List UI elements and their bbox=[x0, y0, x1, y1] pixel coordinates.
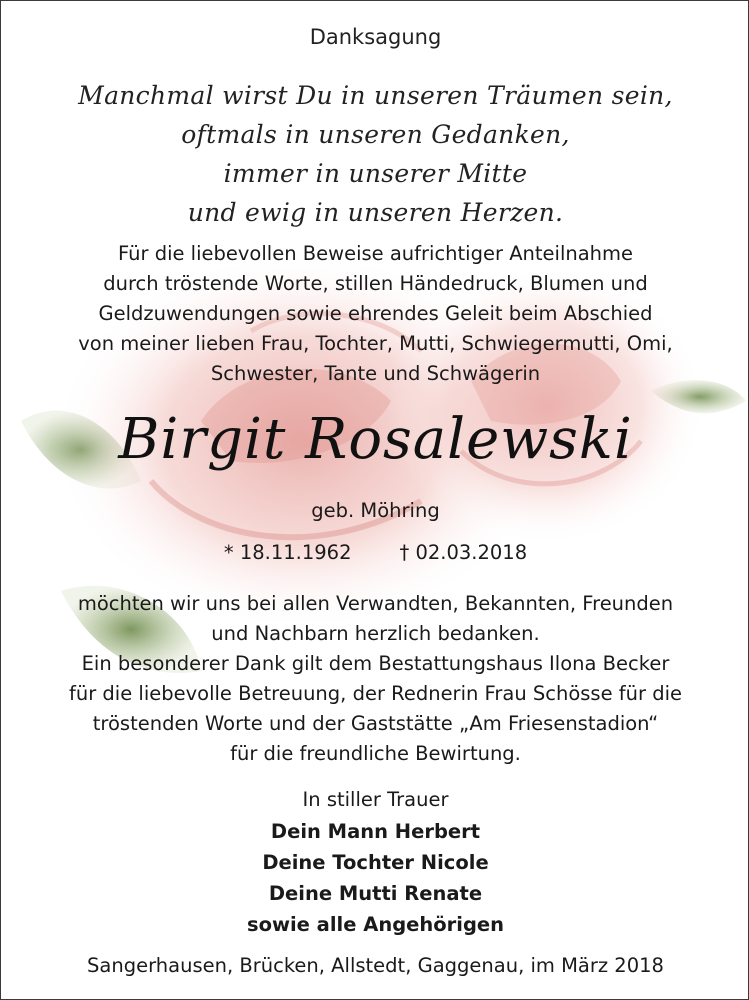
death-date: † 02.03.2018 bbox=[399, 541, 528, 564]
birth-date: * 18.11.1962 bbox=[223, 541, 352, 564]
poem-line: immer in unserer Mitte bbox=[223, 159, 528, 188]
intro-line: von meiner lieben Frau, Tochter, Mutti, Schwiegermutti, Omi, bbox=[78, 332, 673, 355]
thanks-line: für die liebevolle Betreuung, der Rednerin Frau Schösse für die bbox=[68, 682, 683, 705]
intro-line: Für die liebevollen Beweise aufrichtiger Anteilnahme bbox=[117, 242, 634, 265]
poem-line: oftmals in unseren Gedanken, bbox=[181, 120, 570, 149]
thanks-line: Ein besonderer Dank gilt dem Bestattungshaus Ilona Becker bbox=[81, 652, 670, 675]
deceased-name: Birgit Rosalewski bbox=[118, 407, 633, 472]
family-member: Dein Mann Herbert bbox=[270, 820, 481, 843]
maiden-name: geb. Möhring bbox=[311, 499, 440, 522]
thanks-line: für die freundliche Bewirtung. bbox=[230, 742, 521, 765]
poem bbox=[1, 76, 749, 232]
poem-line: Manchmal wirst Du in unseren Träumen sein, bbox=[78, 81, 673, 110]
family-member: Deine Tochter Nicole bbox=[262, 851, 489, 874]
family-member: sowie alle Angehörigen bbox=[246, 913, 505, 936]
family-list bbox=[1, 816, 749, 940]
mourning-intro: In stiller Trauer bbox=[302, 788, 449, 811]
intro-text bbox=[1, 239, 749, 389]
page-title: Danksagung bbox=[309, 25, 442, 49]
intro-line: Schwester, Tante und Schwägerin bbox=[210, 362, 541, 385]
intro-line: Geldzuwendungen sowie ehrendes Geleit beim Abschied bbox=[98, 302, 653, 325]
family-member: Deine Mutti Renate bbox=[268, 882, 483, 905]
thanks-line: tröstenden Worte und der Gaststätte „Am Friesenstadion“ bbox=[92, 712, 659, 735]
thanks-line: möchten wir uns bei allen Verwandten, Bekannten, Freunden bbox=[77, 592, 674, 615]
poem-line: und ewig in unseren Herzen. bbox=[187, 198, 564, 227]
place-and-date: Sangerhausen, Brücken, Allstedt, Gaggenau, im März 2018 bbox=[87, 954, 664, 977]
thanks-line: und Nachbarn herzlich bedanken. bbox=[211, 622, 540, 645]
intro-line: durch tröstende Worte, stillen Händedruck, Blumen und bbox=[103, 272, 648, 295]
life-dates bbox=[1, 541, 749, 564]
thanks-text bbox=[1, 589, 749, 769]
